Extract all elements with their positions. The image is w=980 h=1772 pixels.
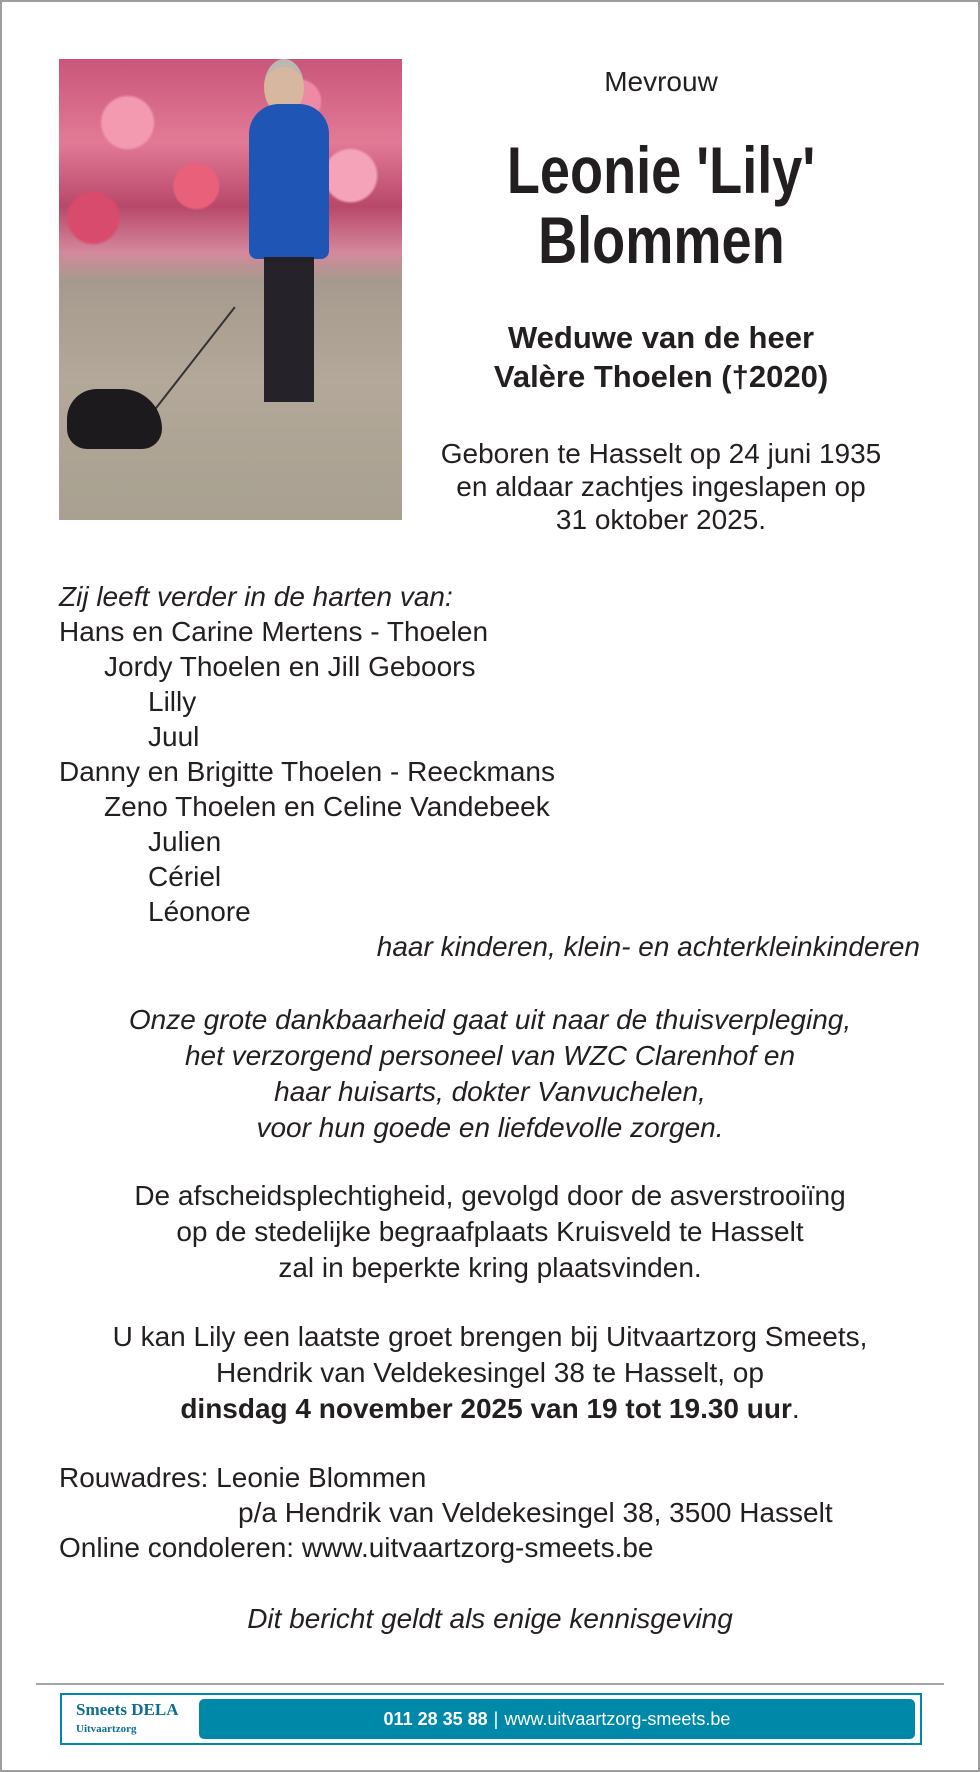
notice: Dit bericht geldt als enige kennisgeving: [247, 1603, 733, 1634]
visit-period: .: [791, 1393, 800, 1424]
widow-line-2: Valère Thoelen (†2020): [493, 359, 829, 394]
widow-of: [402, 318, 920, 396]
family-member: Lilly: [148, 686, 197, 717]
divider: [36, 1683, 944, 1685]
name-line-2: Blommen: [537, 203, 785, 277]
thanks-line: voor hun goede en liefdevolle zorgen.: [256, 1112, 724, 1143]
separator: |: [493, 1708, 499, 1729]
visit-paragraph: [36, 1319, 944, 1427]
family-member: Hans en Carine Mertens - Thoelen: [59, 616, 489, 647]
ceremony-line: De afscheidsplechtigheid, gevolgd door de asverstrooiïng: [134, 1180, 846, 1211]
flowers-background: [59, 59, 402, 271]
dog: [67, 389, 162, 449]
address-line: p/a Hendrik van Veldekesingel 38, 3500 Hasselt: [238, 1497, 833, 1528]
contact-bar: [199, 1699, 915, 1739]
family-member: Cériel: [148, 861, 222, 892]
family-member: Danny en Brigitte Thoelen - Reeckmans: [59, 756, 555, 787]
born-line: en aldaar zachtjes ingeslapen op: [456, 471, 866, 502]
family-intro: Zij leeft verder in de harten van:: [59, 581, 453, 612]
family-list: [59, 579, 555, 929]
visit-line: U kan Lily een laatste groet brengen bij Uitvaartzorg Smeets,: [112, 1321, 868, 1352]
family-closing: haar kinderen, klein- en achterkleinkinderen: [376, 931, 920, 962]
dog-leash: [154, 307, 236, 411]
born-line: 31 oktober 2025.: [555, 504, 767, 535]
portrait-photo: [59, 59, 402, 520]
thanks-paragraph: [36, 1002, 944, 1146]
ceremony-line: zal in beperkte kring plaatsvinden.: [278, 1252, 702, 1283]
widow-line-1: Weduwe van de heer: [507, 320, 815, 355]
phone-number[interactable]: 011 28 35 88: [383, 1708, 488, 1729]
family-member: Jordy Thoelen en Jill Geboors: [104, 651, 476, 682]
funeral-home-banner: [60, 1693, 922, 1745]
person-legs: [264, 257, 314, 402]
thanks-line: Onze grote dankbaarheid gaat uit naar de thuisverpleging,: [128, 1004, 852, 1035]
ceremony-paragraph: [36, 1178, 944, 1286]
salutation: Mevrouw: [604, 66, 718, 97]
family-member: Julien: [148, 826, 222, 857]
family-member: Léonore: [148, 896, 251, 927]
birth-death-info: [402, 437, 920, 536]
logo-name: Smeets DELA: [76, 1700, 179, 1719]
contact-block: [59, 1460, 833, 1565]
born-line: Geboren te Hasselt op 24 juni 1935: [440, 438, 882, 469]
person-coat: [249, 104, 329, 259]
family-member: Juul: [148, 721, 200, 752]
visit-datetime: dinsdag 4 november 2025 van 19 tot 19.30 uur: [180, 1393, 792, 1424]
name-line-1: Leonie 'Lily': [506, 133, 816, 207]
visit-line: Hendrik van Veldekesingel 38 te Hasselt, op: [216, 1357, 764, 1388]
family-member: Zeno Thoelen en Celine Vandebeek: [104, 791, 550, 822]
address-line: Rouwadres: Leonie Blommen: [59, 1462, 427, 1493]
thanks-line: haar huisarts, dokter Vanvuchelen,: [274, 1076, 706, 1107]
visit-line: [36, 1391, 944, 1427]
thanks-line: het verzorgend personeel van WZC Clarenhof en: [184, 1040, 796, 1071]
deceased-name: [402, 135, 920, 275]
ceremony-line: op de stedelijke begraafplaats Kruisveld te Hasselt: [176, 1216, 804, 1247]
logo-subtitle: Uitvaartzorg: [76, 1723, 137, 1735]
website-link[interactable]: www.uitvaartzorg-smeets.be: [504, 1708, 731, 1729]
online-condolence: Online condoleren: www.uitvaartzorg-smeets.be: [59, 1532, 654, 1563]
funeral-home-logo: [76, 1700, 178, 1735]
